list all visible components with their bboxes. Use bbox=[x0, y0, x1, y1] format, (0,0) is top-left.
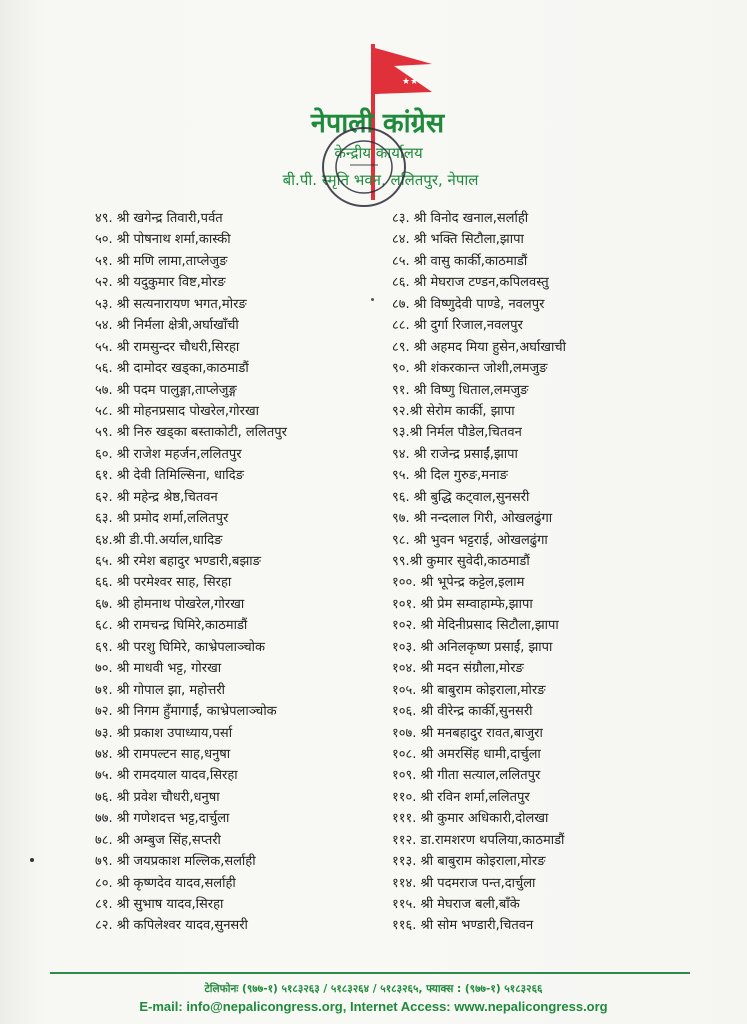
list-item: ५५. श्री रामसुन्दर चौधरी,सिरहा bbox=[95, 339, 240, 355]
list-item: ९८. श्री भुवन भट्टराई, ओखलढुंगा bbox=[392, 532, 548, 548]
list-item: ६०. श्री राजेश महर्जन,ललितपुर bbox=[95, 446, 242, 462]
list-item: ९२.श्री सेरोम कार्की, झापा bbox=[392, 403, 515, 419]
list-item: ६५. श्री रमेश बहादुर भण्डारी,बझाङ bbox=[95, 554, 261, 569]
list-item: ५९. श्री निरु खड्का बस्ताकोटी, ललितपुर bbox=[95, 425, 287, 441]
list-item: ८३. श्री विनोद खनाल,सर्लाही bbox=[392, 211, 529, 226]
list-item: ८२. श्री कपिलेश्वर यादव,सुनसरी bbox=[95, 918, 248, 934]
footer-contact: टेलिफोनः (९७७-१) ५१८३२६३ / ५१८३२६४ / ५१८३२६५, फ्याक्स : (९७७-१) ५१८३२६६ bbox=[204, 983, 543, 995]
list-item: ५८. श्री मोहनप्रसाद पोखरेल,गोरखा bbox=[95, 403, 259, 419]
list-item: ५७. श्री पदम पालुङ्गा,ताप्लेजुङ्ग bbox=[95, 382, 237, 398]
list-item: ९०. श्री शंकरकान्त जोशी,लमजुङ bbox=[392, 361, 548, 377]
list-item: ११२. डा.रामशरण थपलिया,काठमाडौं bbox=[392, 832, 565, 848]
list-item: ८९. श्री अहमद मिया हुसेन,अर्घाखाची bbox=[392, 339, 566, 355]
list-item: ५३. श्री सत्यनारायण भगत,मोरङ bbox=[95, 296, 247, 312]
list-item: ७९. श्री जयप्रकाश मल्लिक,सर्लाही bbox=[95, 854, 256, 870]
list-item: ९९.श्री कुमार सुवेदी,काठमाडौं bbox=[392, 554, 530, 569]
list-item: ४९. श्री खगेन्द्र तिवारी,पर्वत bbox=[95, 211, 223, 226]
list-item: ५६. श्री दामोदर खड्का,काठमाडौं bbox=[95, 361, 249, 377]
office-address: बी.पी. स्मृति भवन, ललितपुर, नेपाल bbox=[282, 171, 479, 189]
list-item: ९४. श्री राजेन्द्र प्रसाईं,झापा bbox=[392, 446, 518, 462]
list-item: ८४. श्री भक्ति सिटौला,झापा bbox=[392, 232, 524, 248]
list-item: ९१. श्री विष्णु धिताल,लमजुङ bbox=[392, 382, 529, 398]
list-item: ६८. श्री रामचन्द्र घिमिरे,काठमाडौं bbox=[95, 618, 248, 634]
list-item: ६४.श्री डी.पी.अर्याल,धादिङ bbox=[95, 532, 223, 548]
party-name: नेपाली कांग्रेस bbox=[310, 108, 445, 139]
list-item: ९६. श्री बुद्धि कट्वाल,सुनसरी bbox=[392, 489, 530, 505]
list-item: ७४. श्री रामपल्टन साह,धनुषा bbox=[95, 746, 231, 762]
list-item: ८०. श्री कृष्णदेव यादव,सर्लाही bbox=[95, 875, 236, 891]
list-item: १०२. श्री मेदिनीप्रसाद सिटौला,झापा bbox=[392, 618, 559, 634]
list-item: ११६. श्री सोम भण्डारी,चितवन bbox=[392, 918, 534, 934]
list-item: ८१. श्री सुभाष यादव,सिरहा bbox=[95, 897, 224, 912]
list-item: ७५. श्री रामदयाल यादव,सिरहा bbox=[95, 768, 238, 784]
list-item: ५२. श्री यदुकुमार विष्ट,मोरङ bbox=[95, 275, 226, 291]
list-item: ९५. श्री दिल गुरुङ,मनाङ bbox=[392, 468, 508, 484]
list-item: ११३. श्री बाबुराम कोइराला,मोरङ bbox=[392, 854, 546, 870]
list-item: ६७. श्री होमनाथ पोखरेल,गोरखा bbox=[95, 596, 245, 612]
list-item: ५०. श्री पोषनाथ शर्मा,कास्की bbox=[95, 232, 231, 248]
list-item: ७३. श्री प्रकाश उपाध्याय,पर्सा bbox=[95, 725, 233, 741]
list-item: ८८. श्री दुर्गा रिजाल,नवलपुर bbox=[392, 318, 523, 334]
member-list-right bbox=[392, 208, 566, 937]
stray-mark bbox=[371, 298, 374, 301]
list-item: १०७. श्री मनबहादुर रावत,बाजुरा bbox=[392, 725, 543, 741]
list-item: १०१. श्री प्रेम सम्वाहाम्फे,झापा bbox=[392, 596, 533, 612]
list-item: ७१. श्री गोपाल झा, महोत्तरी bbox=[95, 682, 226, 698]
list-item: ६३. श्री प्रमोद शर्मा,ललितपुर bbox=[95, 511, 229, 527]
list-item: १११. श्री कुमार अधिकारी,दोलखा bbox=[392, 811, 549, 827]
list-item: ५४. श्री निर्मला क्षेत्री,अर्घाखाँची bbox=[95, 318, 239, 334]
list-item: १०५. श्री बाबुराम कोइराला,मोरङ bbox=[392, 682, 546, 698]
list-item: ६९. श्री परशु घिमिरे, काभ्रेपलाञ्चोक bbox=[95, 639, 265, 655]
list-item: ६१. श्री देवी तिमिल्सिना, धादिङ bbox=[95, 468, 244, 484]
list-item: ७७. श्री गणेशदत्त भट्ट,दार्चुला bbox=[95, 811, 230, 827]
list-item: ७६. श्री प्रवेश चौधरी,धनुषा bbox=[95, 789, 220, 805]
list-item: ७०. श्री माधवी भट्ट, गोरखा bbox=[95, 661, 222, 677]
stray-mark bbox=[30, 858, 34, 862]
list-item: ८७. श्री विष्णुदेवी पाण्डे, नवलपुर bbox=[392, 296, 545, 312]
list-item: ११५. श्री मेघराज बली,बाँके bbox=[392, 897, 520, 912]
list-item: ११४. श्री पदमराज पन्त,दार्चुला bbox=[392, 875, 536, 891]
list-item: १०९. श्री गीता सत्याल,ललितपुर bbox=[392, 768, 541, 784]
svg-text:★★: ★★ bbox=[402, 77, 419, 87]
list-item: ९७. श्री नन्दलाल गिरी, ओखलढुंगा bbox=[392, 511, 553, 527]
list-item: ६२. श्री महेन्द्र श्रेष्ठ,चितवन bbox=[95, 489, 218, 505]
list-item: ८५. श्री वासु कार्की,काठमाडौं bbox=[392, 253, 528, 269]
list-item: ११०. श्री रविन शर्मा,ललितपुर bbox=[392, 789, 530, 805]
office-name: केन्द्रीय कार्यालय bbox=[334, 144, 423, 162]
list-item: १०८. श्री अमरसिंह धामी,दार्चुला bbox=[392, 746, 541, 762]
list-item: ७२. श्री निगम हुँमागाईं, काभ्रेपलाञ्चोक bbox=[95, 704, 277, 720]
svg-text:★: ★ bbox=[406, 68, 415, 78]
list-item: १००. श्री भूपेन्द्र कट्टेल,इलाम bbox=[392, 575, 525, 591]
office-stamp-icon bbox=[320, 125, 408, 209]
list-item: ५१. श्री मणि लामा,ताप्लेजुङ bbox=[95, 253, 228, 269]
member-list-left bbox=[95, 208, 287, 937]
footer-email: E-mail: info@nepalicongress.org, Internet Access: www.nepalicongress.org bbox=[139, 999, 608, 1014]
list-item: १०३. श्री अनिलकृष्ण प्रसाईं, झापा bbox=[392, 639, 553, 655]
list-item: ८६. श्री मेघराज टण्डन,कपिलवस्तु bbox=[392, 275, 549, 291]
footer-divider bbox=[50, 972, 690, 974]
list-item: ९३.श्री निर्मल पौडेल,चितवन bbox=[392, 425, 522, 441]
list-item: ७८. श्री अम्बुज सिंह,सप्तरी bbox=[95, 832, 221, 848]
list-item: १०४. श्री मदन संग्रौला,मोरङ bbox=[392, 661, 524, 677]
list-item: ६६. श्री परमेश्वर साह, सिरहा bbox=[95, 575, 232, 591]
list-item: १०६. श्री वीरेन्द्र कार्की,सुनसरी bbox=[392, 704, 533, 720]
